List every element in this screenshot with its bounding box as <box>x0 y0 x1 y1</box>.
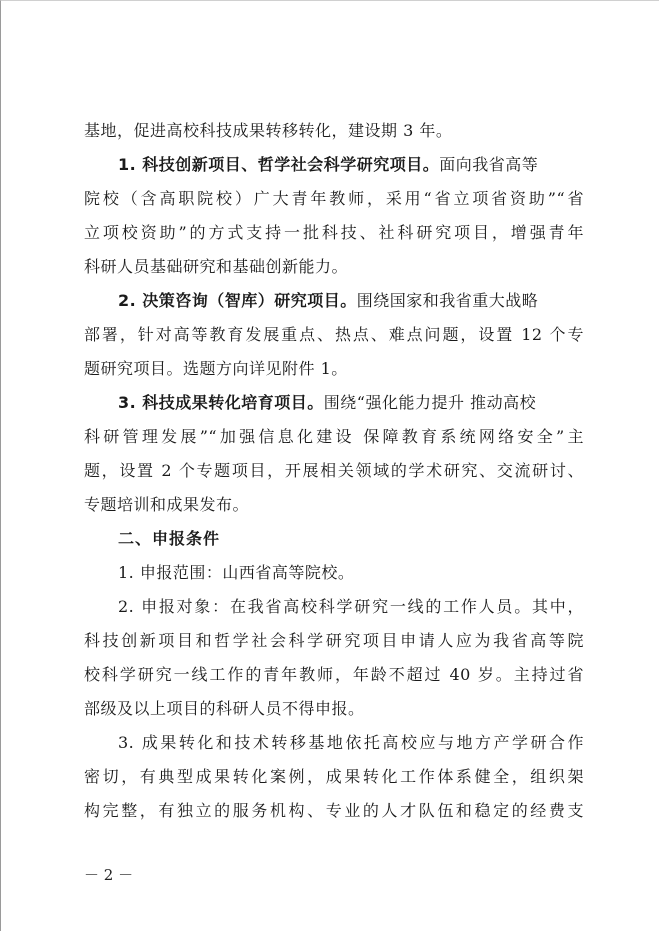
paragraph-line: 构完整，有独立的服务机构、专业的人才队伍和稳定的经费支 <box>84 801 584 820</box>
paragraph-line: 题研究项目。选题方向详见附件 1。 <box>84 359 348 378</box>
paragraph-line: 题，设置 2 个专题项目，开展相关领域的学术研究、交流研讨、 <box>84 461 584 480</box>
paragraph-line: 部署，针对高等教育发展重点、热点、难点问题，设置 12 个专 <box>84 325 584 344</box>
paragraph-line: 2. 决策咨询（智库）研究项目。围绕国家和我省重大战略 <box>118 291 539 310</box>
item-heading: 1. 科技创新项目、哲学社会科学研究项目。 <box>118 155 440 174</box>
paragraph-line: 1. 科技创新项目、哲学社会科学研究项目。面向我省高等 <box>118 155 539 174</box>
paragraph-line: 院校（含高职院校）广大青年教师，采用“省立项省资助”“省 <box>84 189 584 208</box>
paragraph-line: 专题培训和成果发布。 <box>84 495 250 514</box>
paragraph-line: 部级及以上项目的科研人员不得申报。 <box>84 699 365 718</box>
item-heading: 3. 科技成果转化培育项目。 <box>118 393 324 412</box>
paragraph-line: 科研管理发展”“加强信息化建设 保障教育系统网络安全”主 <box>84 427 584 446</box>
page-number: － 2 － <box>84 866 134 884</box>
paragraph-line: 1. 申报范围：山西省高等院校。 <box>118 563 355 582</box>
paragraph-line: 密切，有典型成果转化案例，成果转化工作体系健全，组织架 <box>84 767 584 786</box>
paragraph-line: 科研人员基础研究和基础创新能力。 <box>84 257 349 276</box>
paragraph-line: 科技创新项目和哲学社会科学研究项目申请人应为我省高等院 <box>84 631 584 650</box>
paragraph-line: 基地，促进高校科技成果转移转化，建设期 3 年。 <box>84 121 453 140</box>
section-heading: 二、申报条件 <box>118 529 221 548</box>
item-heading: 2. 决策咨询（智库）研究项目。 <box>118 291 357 310</box>
paragraph-line: 校科学研究一线工作的青年教师，年龄不超过 40 岁。主持过省 <box>84 665 584 684</box>
paragraph-line: 3. 科技成果转化培育项目。围绕“强化能力提升 推动高校 <box>118 393 537 412</box>
paragraph-line: 3. 成果转化和技术转移基地依托高校应与地方产学研合作 <box>118 733 584 752</box>
paragraph-line: 2. 申报对象：在我省高校科学研究一线的工作人员。其中， <box>118 597 584 616</box>
paragraph-line: 立项校资助”的方式支持一批科技、社科研究项目，增强青年 <box>84 223 584 242</box>
